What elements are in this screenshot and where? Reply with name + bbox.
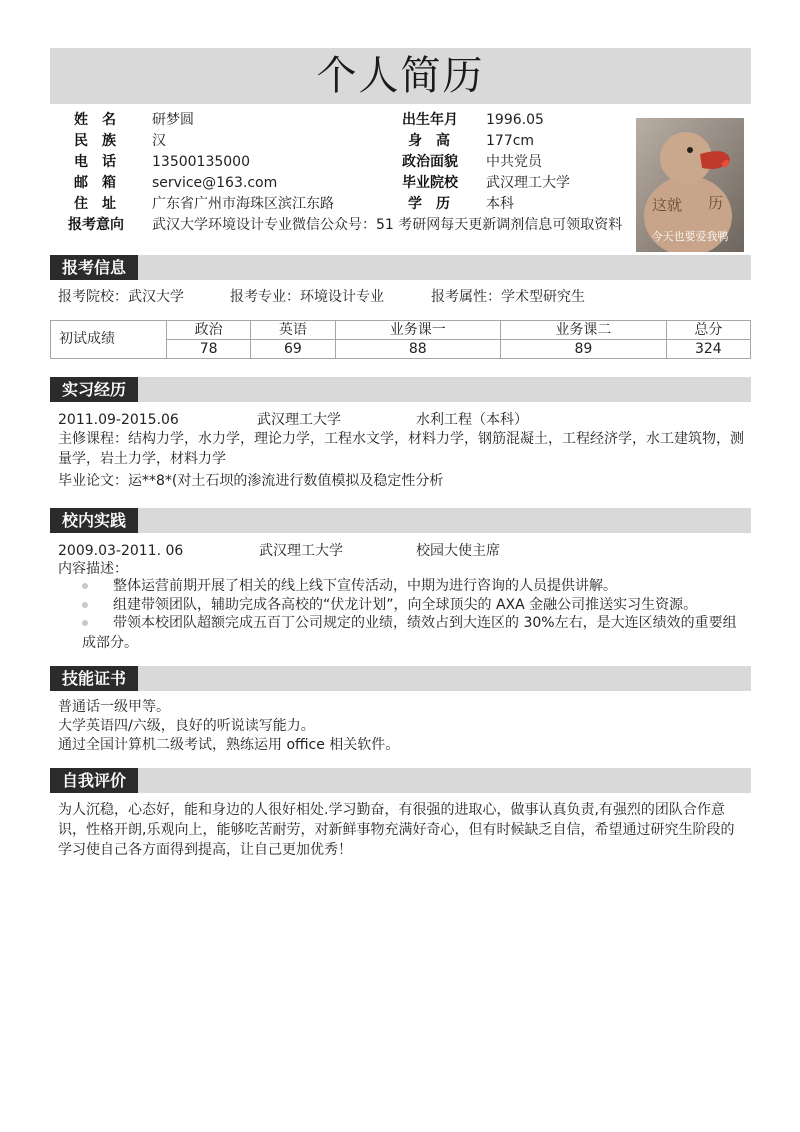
- name-value: 研梦圆: [152, 112, 194, 128]
- bullet-dot: [82, 583, 88, 589]
- score-value-cell: 89: [501, 340, 667, 359]
- birth-value: 1996.05: [486, 112, 544, 128]
- score-value-cell: 324: [666, 340, 750, 359]
- score-table: [50, 320, 751, 359]
- page-title: 个人简历: [316, 53, 485, 99]
- campus-item: 带领本校团队超额完成五百丁公司规定的业绩，绩效占到大连区的 30%左右，是大连区绩效的重要组成部分。: [82, 615, 737, 651]
- section-campus: [50, 508, 751, 533]
- intent-label: 报考意向: [68, 217, 124, 233]
- score-header-cell: 业务课二: [501, 321, 667, 340]
- campus-desc-label: 内容描述：: [58, 561, 128, 577]
- section-internship: [50, 377, 751, 402]
- score-header-cell: 总分: [666, 321, 750, 340]
- internship-courses: 主修课程：结构力学，水力学，理论力学，工程水文学，材料力学，钢筋混凝土，工程经济学，水工建筑物，测量学，岩土力学，材料力学: [58, 431, 744, 467]
- profile-photo: [636, 118, 744, 252]
- height-value: 177cm: [486, 133, 535, 149]
- birth-label: 出生年月: [402, 112, 458, 128]
- section-self-eval: [50, 768, 751, 793]
- section-exam-info-title: 报考信息: [50, 255, 138, 280]
- email-value: service@163.com: [152, 175, 278, 191]
- section-skills-title: 技能证书: [50, 666, 138, 691]
- section-self-eval-title: 自我评价: [50, 768, 138, 793]
- politics-label: 政治面貌: [402, 154, 458, 170]
- photo-text-left: 这就: [652, 196, 683, 214]
- degree-label: 学 历: [408, 196, 450, 212]
- section-internship-title: 实习经历: [50, 377, 138, 402]
- section-skills: [50, 666, 751, 691]
- campus-role: 校园大使主席: [416, 543, 500, 559]
- address-value: 广东省广州市海珠区滨江东路: [152, 196, 334, 212]
- exam-major: 报考专业：环境设计专业: [230, 289, 384, 305]
- phone-value: 13500135000: [152, 154, 250, 170]
- ethnic-label: 民 族: [74, 133, 116, 149]
- intent-value: 武汉大学环境设计专业微信公众号：51 考研网每天更新调剂信息可领取资料: [152, 217, 623, 233]
- bullet-dot: [82, 602, 88, 608]
- email-label: 邮 箱: [74, 175, 116, 191]
- internship-period: 2011.09-2015.06: [58, 412, 179, 428]
- name-label: 姓 名: [74, 112, 116, 128]
- self-eval-text: 为人沉稳，心态好，能和身边的人很好相处.学习勤奋，有很强的进取心，做事认真负责,有强烈的团队合作意识，性格开朗,乐观向上，能够吃苦耐劳，对新鲜事物充满好奇心，但有时候缺乏自信，希望通过研究生阶段的学习使自己各方面得到提高，让自己更加优秀！: [58, 802, 735, 858]
- skill-item: 通过全国计算机二级考试，熟练运用 office 相关软件。: [58, 737, 400, 753]
- section-campus-title: 校内实践: [50, 508, 138, 533]
- section-exam-info: [50, 255, 751, 280]
- score-header-cell: 政治: [167, 321, 251, 340]
- score-header-cell: 业务课一: [335, 321, 501, 340]
- height-label: 身 高: [408, 133, 450, 149]
- exam-type: 报考属性：学术型研究生: [431, 289, 585, 305]
- campus-item: 整体运营前期开展了相关的线上线下宣传活动，中期为进行咨询的人员提供讲解。: [113, 578, 617, 594]
- school-label: 毕业院校: [402, 175, 458, 191]
- photo-caption: 今天也要爱我鸭: [651, 230, 729, 243]
- address-label: 住 址: [74, 196, 116, 212]
- campus-org: 武汉理工大学: [259, 543, 343, 559]
- score-header-cell: 英语: [251, 321, 335, 340]
- politics-value: 中共党员: [486, 154, 542, 170]
- score-value-cell: 78: [167, 340, 251, 359]
- score-value-cell: 69: [251, 340, 335, 359]
- school-value: 武汉理工大学: [486, 175, 570, 191]
- campus-item: 组建带领团队，辅助完成各高校的“伏龙计划”，向全球顶尖的 AXA 金融公司推送实习生资源。: [113, 597, 698, 613]
- skill-item: 大学英语四/六级，良好的听说读写能力。: [58, 718, 315, 734]
- campus-period: 2009.03-2011. 06: [58, 543, 184, 559]
- photo-text-right: 历: [708, 194, 724, 212]
- title-bar: [50, 48, 751, 104]
- degree-value: 本科: [486, 196, 514, 212]
- score-row-label: 初试成绩: [51, 321, 167, 359]
- internship-major: 水利工程（本科）: [416, 412, 528, 428]
- exam-school: 报考院校：武汉大学: [58, 289, 184, 305]
- internship-org: 武汉理工大学: [257, 412, 341, 428]
- phone-label: 电 话: [74, 154, 116, 170]
- ethnic-value: 汉: [152, 133, 166, 149]
- score-header-row: [51, 321, 751, 340]
- skill-item: 普通话一级甲等。: [58, 699, 170, 715]
- score-value-cell: 88: [335, 340, 501, 359]
- internship-thesis: 毕业论文：运**8*(对土石坝的渗流进行数值模拟及稳定性分析: [58, 473, 444, 489]
